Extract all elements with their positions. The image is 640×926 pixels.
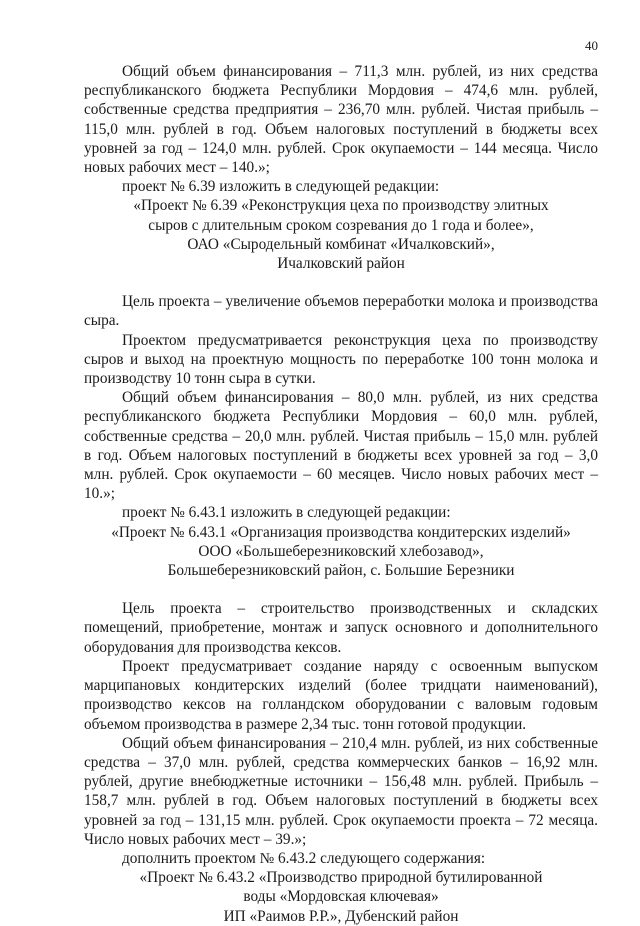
heading-project-6-39-line-2: сыров с длительным сроком созревания до 1 года и более»,: [148, 216, 534, 234]
document-body: [84, 62, 598, 926]
paragraph-amendment-6-39: проект № 6.39 изложить в следующей редакции:: [122, 178, 440, 196]
heading-project-6-43-1-line-2: ООО «Большеберезниковский хлебозавод»,: [198, 542, 484, 560]
paragraph-financing-6-38: Общий объем финансирования – 711,3 млн. рублей, из них средства республиканского бюджета Республики Мордовия – 474,6 млн. рублей, собственные средства предприятия – 236,70 млн. рублей. Чистая прибыль – 115,0 млн. рублей в год. Объем налоговых поступлений в бюджеты всех уровней за год – 124,0 млн. рублей. Срок окупаемости – 144 месяца. Число новых рабочих мест – 140.»;: [84, 63, 598, 177]
paragraph-scope-6-39: Проектом предусматривается реконструкция цеха по производству сыров и выход на проектную мощность по переработке 100 тонн молока и производству 10 тонн сыра в сутки.: [84, 331, 598, 388]
paragraph-amendment-6-43-1: проект № 6.43.1 изложить в следующей редакции:: [122, 504, 451, 522]
paragraph-financing-6-39: Общий объем финансирования – 80,0 млн. рублей, из них средства республиканского бюджета Республики Мордовия – 60,0 млн. рублей, собственные средства – 20,0 млн. рублей. Чистая прибыль – 15,0 млн. рублей в год. Объем налоговых поступлений в бюджеты всех уровней за год – 3,0 млн. рублей. Срок окупаемости – 60 месяцев. Число новых рабочих мест – 10.»;: [84, 389, 598, 503]
page-number: 40: [585, 38, 598, 53]
heading-project-6-43-1-line-1: «Проект № 6.43.1 «Организация производства кондитерских изделий»: [111, 523, 571, 541]
heading-project-6-39-line-3: ОАО «Сыродельный комбинат «Ичалковский»,: [187, 235, 495, 253]
heading-project-6-39-line-1: «Проект № 6.39 «Реконструкция цеха по производству элитных: [133, 197, 549, 215]
spacer: [84, 580, 598, 599]
paragraph-goal-6-39: Цель проекта – увеличение объемов переработки молока и производства сыра.: [84, 293, 598, 330]
heading-project-6-43-2-line-2: воды «Мордовская ключевая»: [243, 888, 439, 906]
paragraph-goal-6-43-1: Цель проекта – строительство производственных и складских помещений, приобретение, монтаж и запуск основного и дополнительного оборудования для производства кексов.: [84, 600, 598, 656]
heading-project-6-39-line-4: Ичалковский район: [277, 255, 405, 273]
heading-project-6-43-1-line-3: Большеберезниковский район, с. Большие Березники: [167, 562, 515, 580]
paragraph-scope-6-43-1: Проект предусматривает создание наряду с освоенным выпуском марципановых кондитерских изделий (более тридцати наименований), производство кексов на голландском оборудовании с валовым годовым объемом производства в размере 2,34 тыс. тонн готовой продукции.: [84, 657, 598, 733]
paragraph-amendment-6-43-2: дополнить проектом № 6.43.2 следующего содержания:: [122, 849, 486, 867]
spacer: [84, 273, 598, 292]
heading-project-6-43-2-line-3: ИП «Раимов Р.Р.», Дубенский район: [223, 907, 459, 925]
heading-project-6-43-2-line-1: «Проект № 6.43.2 «Производство природной бутилированной: [139, 869, 543, 887]
paragraph-financing-6-43-1: Общий объем финансирования – 210,4 млн. рублей, из них собственные средства – 37,0 млн. рублей, средства коммерческих банков – 16,92 млн. рублей, другие внебюджетные источники – 156,48 млн. рублей. Прибыль – 158,7 млн. рублей в год. Объем налоговых поступлений в бюджеты всех уровней за год – 131,15 млн. рублей. Срок окупаемости проекта – 72 месяца. Число новых рабочих мест – 39.»;: [84, 734, 598, 848]
